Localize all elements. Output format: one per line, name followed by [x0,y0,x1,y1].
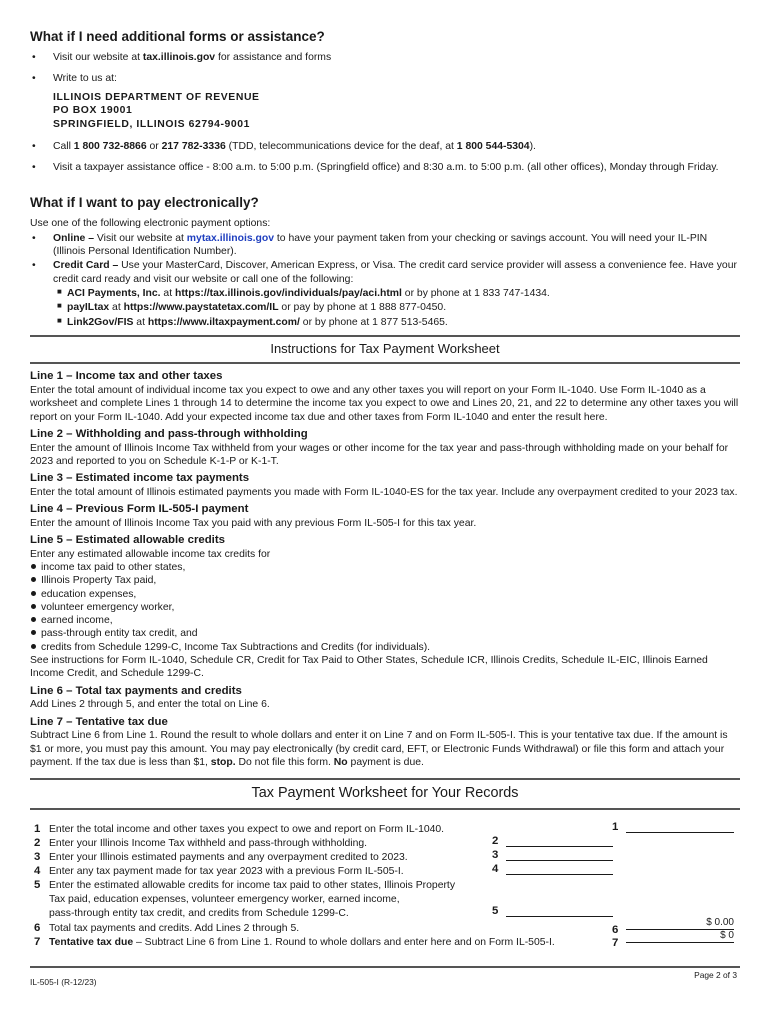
bullet-dot [31,564,36,569]
square-bullet-icon: ■ [57,301,62,311]
electronic-intro: Use one of the following electronic payment options: [30,218,271,230]
section-divider [30,808,740,810]
website-link[interactable]: tax.illinois.gov [142,52,216,64]
line3-heading: Line 3 – Estimated income tax payments [30,472,250,485]
line-label: 4 [492,862,499,875]
provider-link2gov: ■ Link2Gov/FIS at https://www.iltaxpayment.com/ or by phone at 1 877 513-5465. [57,315,448,328]
phone-number: 217 782-3336 [161,141,226,153]
credit-list-item: education expenses, [30,588,740,601]
form-id: IL-505-I (R-12/23) [30,977,97,987]
line-label: 7 [612,936,619,949]
page-number: Page 2 of 3 [694,970,737,980]
bullet-dot [31,644,36,649]
row-number: 7 [34,935,41,948]
row-number: 6 [34,921,41,934]
line3-text: Enter the total amount of Illinois estimated payments you made with Form IL-1040-ES for the tax year. Include any overpayment credited to your 2023 tax. [30,486,738,498]
row-number: 1 [34,822,41,835]
line1-text: Enter the total amount of individual income tax you expect to owe and any other taxes you will report on your Form IL-1040. Use Form IL-1040 as a worksheet and complete Lines 1 through 14 to determine the income tax you expect to owe and Lines 20, 21, and 22 to determine any other taxes you will report on your Form IL-1040. Add your expected income tax due and other taxes from Form IL-1040 and enter the result here. [30,385,739,423]
line5-input[interactable] [506,916,613,917]
worksheet-row-text: Total tax payments and credits. Add Lines 2 through 5. [49,922,300,934]
worksheet-row-text: Tentative tax due – Subtract Line 6 from Line 1. Round to whole dollars and enter here and on Form IL-505-I. [49,936,555,948]
provider-link[interactable]: https://www.paystatetax.com/IL [123,302,279,314]
instructions-body [30,369,740,769]
call-bullet: • Call 1 800 732-8866 or 217 782-3336 (TDD, telecommunications device for the deaf, at 1 800 544-5304). [32,141,536,153]
phone-number: 1 800 732-8866 [73,141,147,153]
line3-input[interactable] [506,860,613,861]
line6-text: Add Lines 2 through 5, and enter the total on Line 6. [30,699,270,711]
worksheet-row-text: Enter your Illinois Income Tax withheld and pass-through withholding. [49,837,368,849]
bullet-dot: • [32,72,36,84]
office-bullet: • Visit a taxpayer assistance office - 8:00 a.m. to 5:00 p.m. (Springfield office) and 8:30 a.m. to 5:00 p.m. (all other offices), Monday through Friday. [32,161,719,173]
line4-text: Enter the amount of Illinois Income Tax you paid with any previous Form IL-505-I for this tax year. [30,517,477,529]
bullet-dot: • [32,260,36,272]
worksheet-row-text: Enter the estimated allowable credits for income tax paid to other states, Illinois Property [49,879,456,891]
line1-heading: Line 1 – Income tax and other taxes [30,370,223,383]
bullet-dot [31,591,36,596]
provider-aci: ■ ACI Payments, Inc. at https://tax.illinois.gov/individuals/pay/aci.html or by phone at 1 833 747-1434. [57,286,550,299]
line4-input[interactable] [506,874,613,875]
bullet-dot: • [32,161,36,173]
line4-heading: Line 4 – Previous Form IL-505-I payment [30,503,249,516]
bullet-dot [31,604,36,609]
row-number: 2 [34,836,41,849]
worksheet-row-text: Enter your Illinois estimated payments and any overpayment credited to 2023. [49,851,408,863]
line2-heading: Line 2 – Withholding and pass-through withholding [30,427,308,440]
line5-heading: Line 5 – Estimated allowable credits [30,534,225,547]
line7-input[interactable] [626,942,734,943]
line-label: 5 [492,904,499,917]
credit-list-item: volunteer emergency worker, [30,601,740,614]
line7-value: $ 0 [720,929,734,941]
line7-text: Subtract Line 6 from Line 1. Round the result to whole dollars and enter it on Line 7 and on Form IL-505-I. This is your tentative tax due. If the amount is $1 or more, you must pay this amount. You may pay electronically (by credit card, EFT, or Electronic Funds Withdrawal) or file this form and attach your payment. If the tax due is less than $1, stop. Do not file this form. No payment is due. [30,730,728,768]
footer-divider [30,966,740,968]
credit-list-item: Illinois Property Tax paid, [30,574,740,587]
bullet-dot [31,577,36,582]
line5-see: See instructions for Form IL-1040, Schedule CR, Credit for Tax Paid to Other States, Schedule ICR, Illinois Credits, Schedule IL-EIC, Illinois Earned Income Credit, and Schedule 1299-C. [30,655,708,680]
electronic-heading: What if I want to pay electronically? [30,195,259,211]
worksheet-title: Tax Payment Worksheet for Your Records [251,785,519,802]
bullet-dot: • [32,141,36,153]
line-label: 2 [492,834,499,847]
line-label: 1 [612,820,619,833]
line5-intro: Enter any estimated allowable income tax credits for [30,548,271,560]
provider-payiltax: ■ payILtax at https://www.paystatetax.com/IL or pay by phone at 1 888 877-0450. [57,301,447,314]
credit-card-bullet: • Credit Card – Use your MasterCard, Discover, American Express, or Visa. The credit card service provider will assess a convenience fee. Have your credit card ready and visit our website or call one of the following: [32,260,737,285]
mytax-link[interactable]: mytax.illinois.gov [186,232,274,244]
bullet-dot [31,617,36,622]
line1-input[interactable] [626,832,734,833]
credit-list-item: earned income, [30,614,740,627]
online-bullet: • Online – Visit our website at mytax.illinois.gov to have your payment taken from your checking or savings account. You will need your IL-PIN (Illinois Personal Identification Number). [32,232,708,257]
credit-list-item: pass-through entity tax credit, and [30,627,740,640]
worksheet-row-text: Enter the total income and other taxes you expect to owe and report on Form IL-1040. [49,823,445,835]
row-number: 4 [34,864,41,877]
provider-link[interactable]: https://tax.illinois.gov/individuals/pay/aci.html [175,287,402,299]
provider-link[interactable]: https://www.iltaxpayment.com/ [147,316,300,328]
write-bullet: • Write to us at: [32,72,117,84]
tax-worksheet [30,818,740,958]
line2-input[interactable] [506,846,613,847]
assistance-heading: What if I need additional forms or assistance? [30,29,325,44]
bullet-dot [31,630,36,635]
mailing-address: ILLINOIS DEPARTMENT OF REVENUE PO BOX 19001 SPRINGFIELD, ILLINOIS 62794-9001 [53,91,260,130]
square-bullet-icon: ■ [57,286,62,296]
row-number: 3 [34,850,41,863]
credit-list-item: credits from Schedule 1299-C, Income Tax Subtractions and Credits (for individuals). [30,641,740,654]
line-label: 3 [492,848,499,861]
section-divider [30,362,740,364]
worksheet-row-text: Enter any tax payment made for tax year 2023 with a previous Form IL-505-I. [49,865,404,877]
worksheet-row-text: pass-through entity tax credit, and credits from Schedule 1299-C. [49,907,349,919]
instructions-title: Instructions for Tax Payment Worksheet [270,340,500,356]
line6-heading: Line 6 – Total tax payments and credits [30,684,242,697]
line2-text: Enter the amount of Illinois Income Tax withheld from your wages or other income for the tax year and pass-through withholding made on your behalf for 2023 and reported to you on Schedule K-1-P or K-1-T. [30,442,729,467]
bullet-dot: • [32,52,36,64]
website-bullet: • Visit our website at tax.illinois.gov for assistance and forms [32,52,332,64]
bullet-dot: • [32,232,36,244]
line6-value: $ 0.00 [706,916,734,928]
credit-list-item: income tax paid to other states, [30,561,740,574]
square-bullet-icon: ■ [57,315,62,325]
tdd-number: 1 800 544-5304 [456,141,530,153]
worksheet-row-text: Tax paid, education expenses, volunteer emergency worker, earned income, [49,893,400,905]
line-label: 6 [612,923,619,936]
row-number: 5 [34,878,41,891]
line7-heading: Line 7 – Tentative tax due [30,715,168,728]
